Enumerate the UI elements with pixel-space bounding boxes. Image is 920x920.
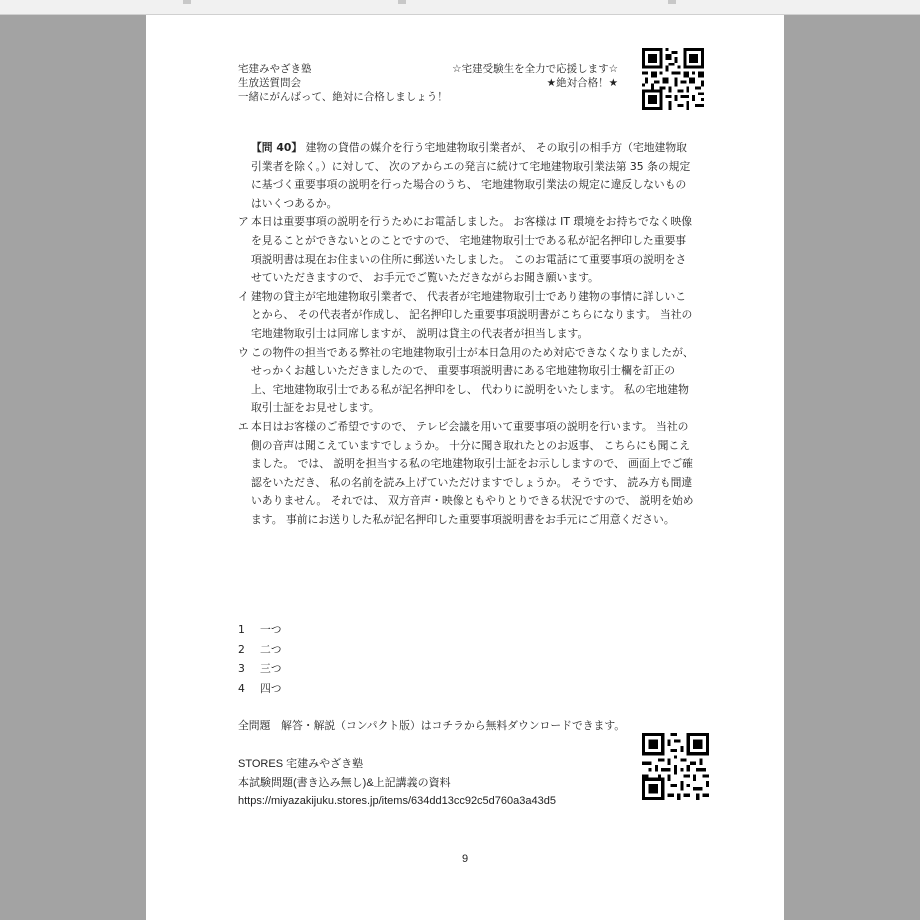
- choice-text: 四つ: [260, 681, 282, 695]
- store-description: 本試験問題(書き込み無し)&上記講義の資料: [238, 776, 451, 789]
- choice-item: [238, 659, 282, 679]
- statement-mark: イ: [238, 289, 249, 303]
- event-name: 生放送質問会: [238, 77, 301, 89]
- choice-number: 1: [238, 623, 245, 636]
- question-text: 建物の貸借の媒介を行う宅地建物取引業者が、 その取引の相手方（宅地建物取引業者を除く。）に対して、 次のアからエの発言に続けて宅地建物取引業法第 35 条の規定に基づく重要事項の説明を行った場合のうち、 宅地建物取引業法の規定に違反しないものはいくつあるか。: [251, 141, 691, 210]
- download-note: 全問題 解答・解説（コンパクト版）はコチラから無料ダウンロードできます。: [238, 719, 626, 732]
- school-name: 宅建みやざき塾: [238, 63, 312, 75]
- statement-mark: エ: [238, 419, 249, 433]
- choice-number: 3: [238, 662, 245, 675]
- choice-text: 一つ: [260, 623, 282, 636]
- statement-text: 建物の貸主が宅地建物取引業者で、 代表者が宅地建物取引士であり建物の事情に詳しいことから、 その代表者が作成し、 記名押印した重要事項説明書がこちらになります。 当社の宅地建物取引士は同席しますが、 説明は貸主の代表者が担当します。: [251, 289, 693, 340]
- toolbar-control[interactable]: [668, 0, 676, 4]
- qr-code-top[interactable]: [642, 48, 704, 110]
- choice-item: [238, 620, 282, 640]
- choice-number: 2: [238, 642, 245, 656]
- choice-text: 三つ: [260, 662, 282, 675]
- statement-text: 本日はお客様のご希望ですので、 テレビ会議を用いて重要事項の説明を行います。 当社の側の音声は聞こえていますでしょうか。 十分に聞き取れたとのお返事、 こちらにも聞こえました。 では、 説明を担当する私の宅地建物取引士証をお示ししますので、 画面上でご確認をいただき、 私の名前を読み上げていただけますでしょうか。 そうです、 読み方も間違いありません。 それでは、 双方音声・映像ともやりとりできる状況ですので、 説明を始めます。 事前にお送りした私が記名押印した重要事項説明書をお手元にご用意ください。: [251, 419, 694, 526]
- answer-choices: [238, 620, 282, 698]
- statement-text: 本日は重要事項の説明を行うためにお電話しました。 お客様は IT 環境をお持ちでなく映像を見ることができないとのことですので、 宅地建物取引士である私が記名押印した重要事項説明書は現在お住まいの住所に郵送いたしました。 このお電話にて重要事項の説明をさせていただきますので、 お手元でご覧いただきながらお聞き願います。: [251, 215, 693, 285]
- slogan: 一緒にがんばって、絶対に合格しましょう！: [238, 91, 448, 103]
- header-right: [396, 62, 618, 90]
- qr-code-store[interactable]: [642, 733, 709, 800]
- store-name: STORES 宅建みやざき塾: [238, 758, 364, 770]
- choice-item: [238, 640, 282, 660]
- store-info: [238, 755, 556, 811]
- viewer-toolbar: [0, 0, 920, 15]
- statement-u: [238, 344, 696, 418]
- store-url[interactable]: https://miyazakijuku.stores.jp/items/634dd13cc92c5d760a3a43d5: [238, 795, 556, 807]
- question-stem: [238, 139, 696, 213]
- toolbar-control[interactable]: [183, 0, 191, 4]
- toolbar-control[interactable]: [398, 0, 406, 4]
- statement-mark: ウ: [238, 345, 249, 359]
- support-message: ☆宅建受験生を全力で応援します☆: [452, 63, 618, 75]
- question-block: [238, 139, 696, 529]
- statement-e: [238, 418, 696, 530]
- statement-text: この物件の担当である弊社の宅地建物取引士が本日急用のため対応できなくなりましたが、せっかくお越しいただきましたので、 重要事項説明書にある宅地建物取引士欄を訂正の上、宅地建物取引士である私が記名押印をし、 代わりに説明をいたします。 私の宅地建物取引士証をお見せします。: [251, 345, 694, 415]
- document-page: [146, 15, 784, 920]
- statement-mark: ア: [238, 215, 249, 229]
- question-number: 【問 40】: [251, 141, 303, 154]
- statement-i: [238, 288, 696, 344]
- choice-number: 4: [238, 681, 245, 695]
- statement-a: [238, 213, 696, 287]
- page-number: 9: [461, 853, 469, 865]
- pass-message: ★絶対合格！★: [546, 77, 618, 89]
- choice-item: [238, 679, 282, 699]
- choice-text: 二つ: [260, 642, 282, 656]
